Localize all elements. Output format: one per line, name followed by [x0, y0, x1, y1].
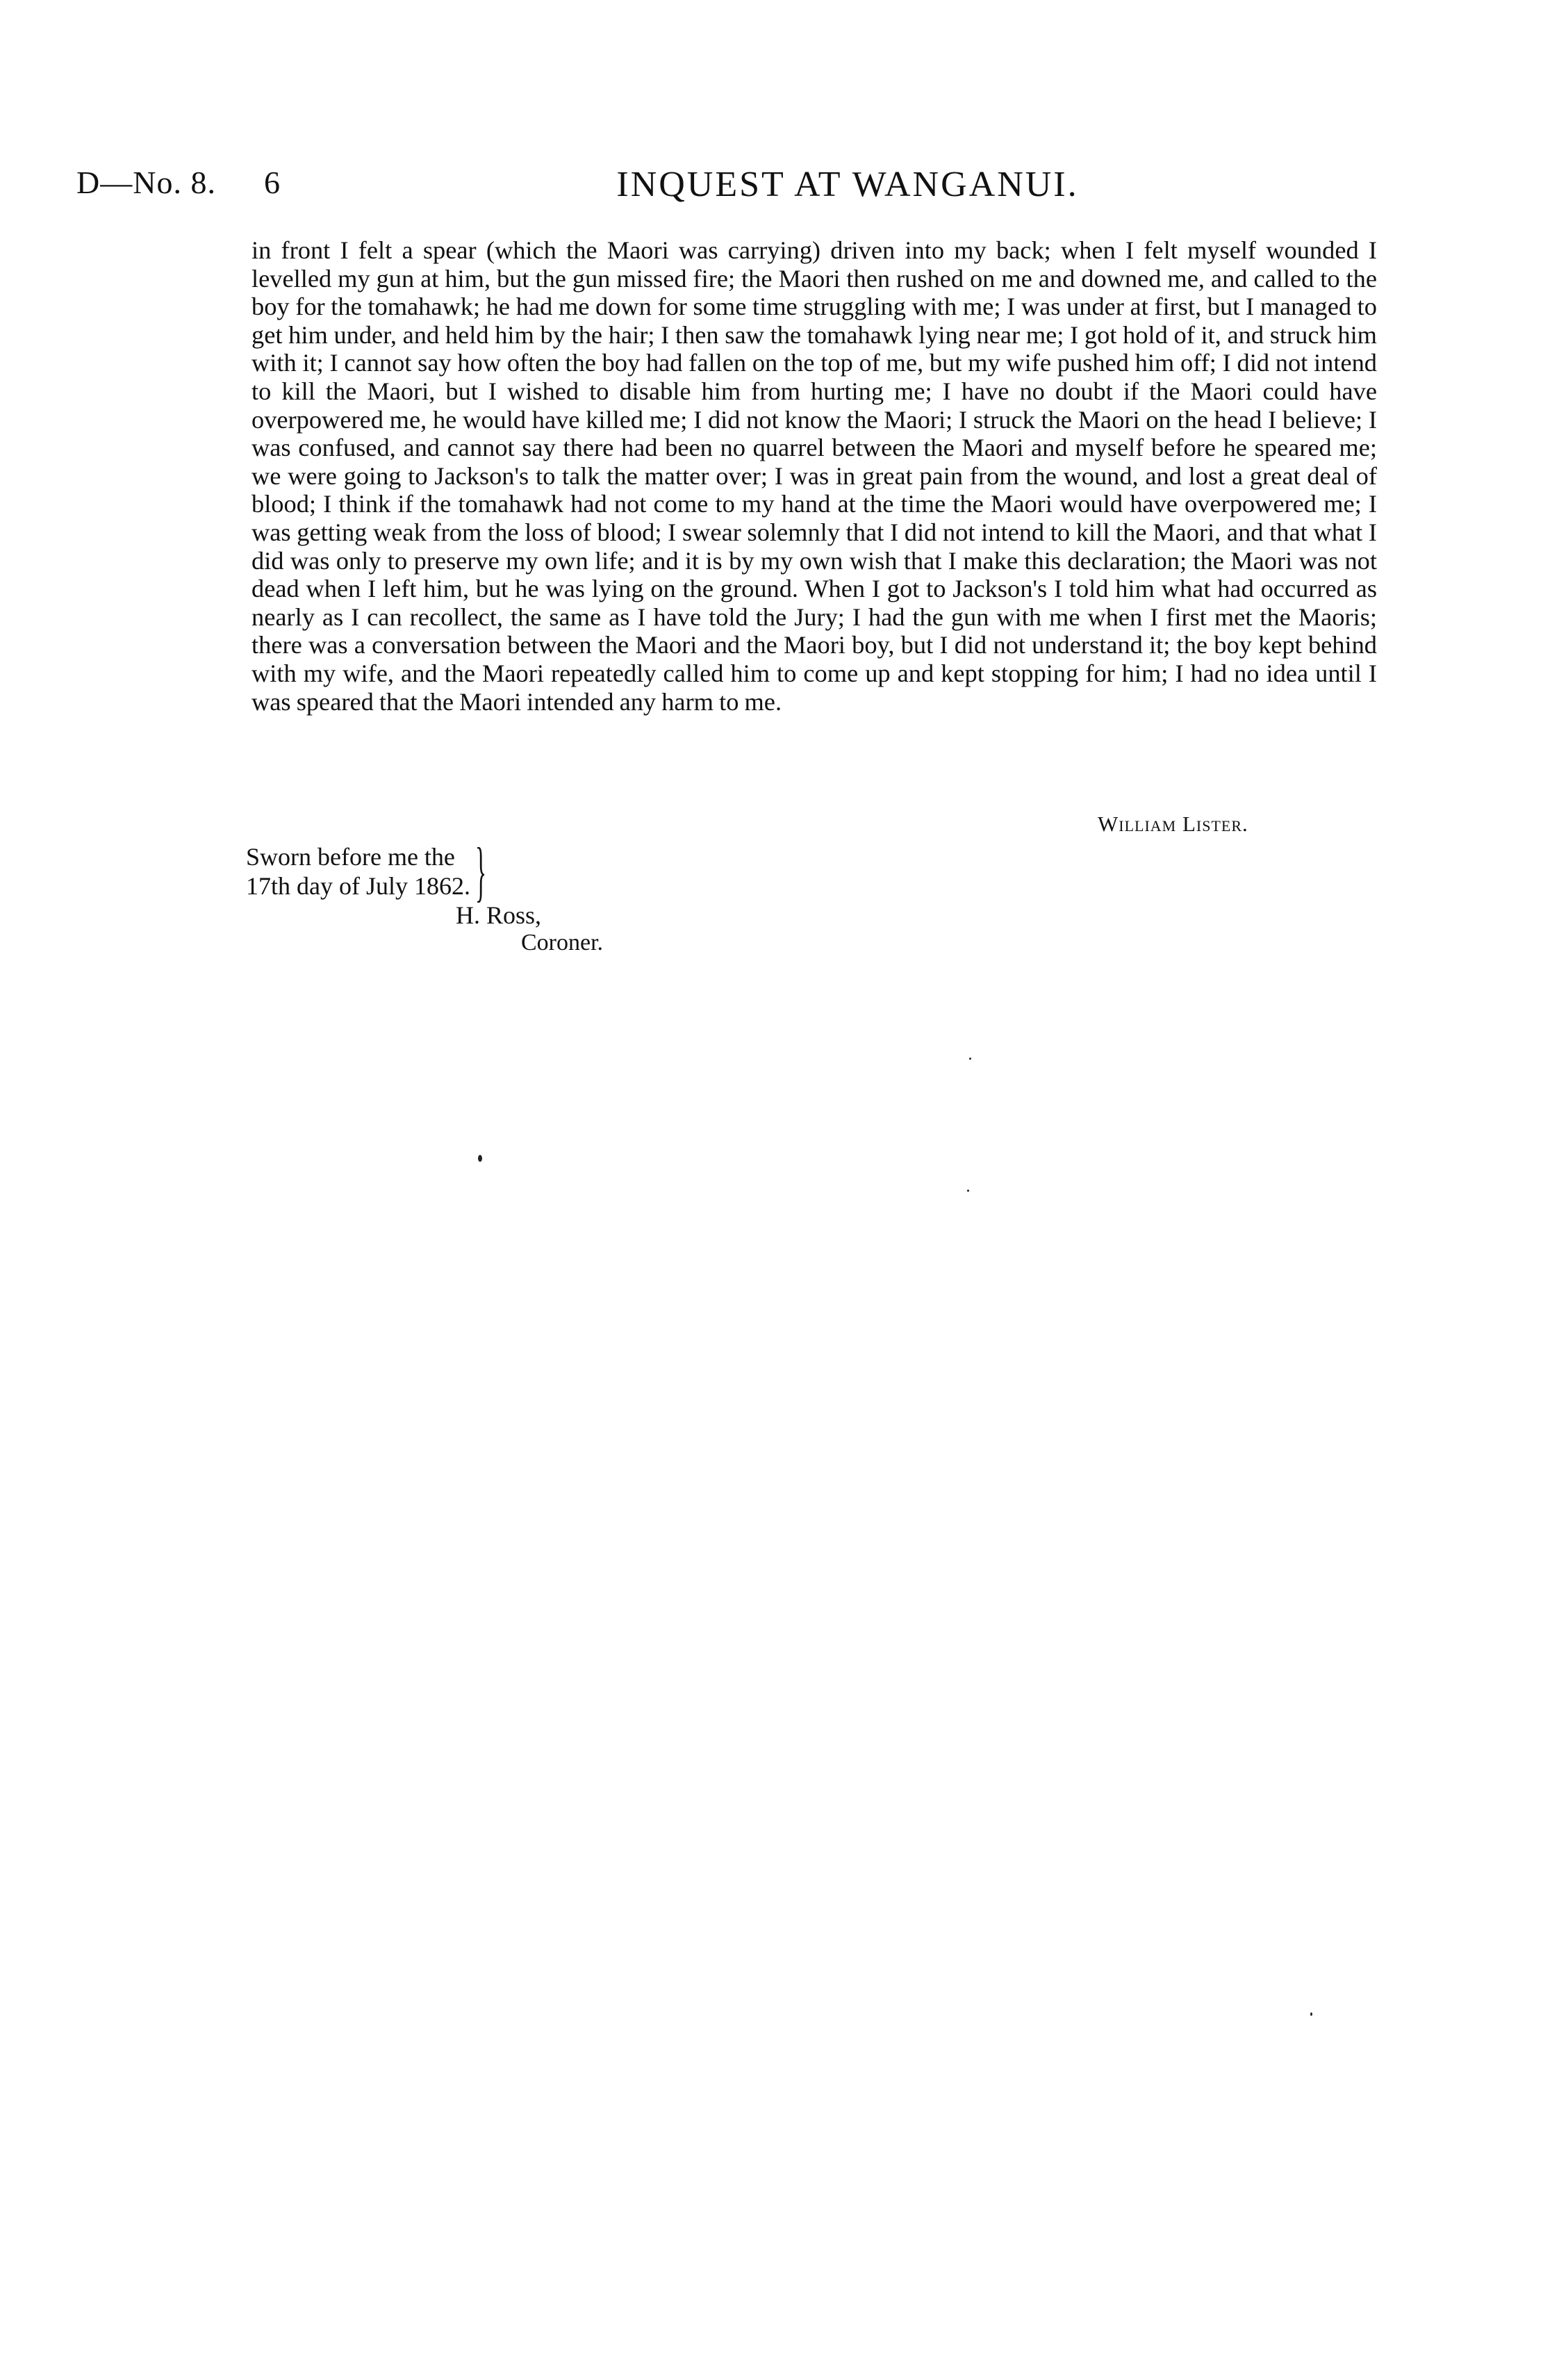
paper-reference: D—No. 8.: [76, 165, 216, 200]
jurat-line-2: 17th day of July 1862.: [246, 872, 470, 900]
ink-speck: [478, 1155, 482, 1162]
page-number: 6: [264, 165, 280, 200]
coroner-name: H. Ross,: [456, 901, 542, 929]
page-title: INQUEST AT WANGANUI.: [616, 165, 1079, 204]
deposition-text: in front I felt a spear (which the Maori was carrying) driven into my back; when I felt myself wounded I levelled my gun at him, but the gun missed fire; the Maori then rushed on me and downed me, and called to the boy for the tomahawk; he had me down for some time struggling with me; I was under at first, but I managed to get him under, and held him by the hair; I then saw the tomahawk lying near me; I got hold of it, and struck him with it; I cannot say how often the boy had fallen on the top of me, but my wife pushed him off; I did not intend to kill the Maori, but I wished to disable him from hurting me; I have no doubt if the Maori could have overpowered me, he would have killed me; I did not know the Maori; I struck the Maori on the head I believe; I was confused, and cannot say there had been no quarrel between the Maori and myself before he speared me; we were going to Jackson's to talk the matter over; I was in great pain from the wound, and lost a great deal of blood; I think if the tomahawk had not come to my hand at the time the Maori would have overpowered me; I was getting weak from the loss of blood; I swear solemnly that I did not intend to kill the Maori, and that what I did was only to preserve my own life; and it is by my own wish that I make this declaration; the Maori was not dead when I left him, but he was lying on the ground. When I got to Jackson's I told him what had occurred as nearly as I can recollect, the same as I have told the Jury; I had the gun with me when I first met the Maoris; there was a conversation between the Maori and the Maori boy, but I did not understand it; the boy kept behind with my wife, and the Maori repeatedly called him to come up and kept stopping for him; I had no idea until I was speared that the Maori intended any harm to me.: [251, 236, 1377, 716]
coroner-title: Coroner.: [521, 930, 604, 955]
ink-speck: [969, 1058, 971, 1060]
brace-glyph: }: [475, 834, 487, 908]
ink-speck: [967, 1190, 969, 1192]
jurat-line-1: Sworn before me the: [246, 843, 455, 871]
signature: William Lister.: [1098, 812, 1248, 836]
jurat-block: [246, 834, 487, 908]
ink-speck: [1310, 2012, 1312, 2016]
